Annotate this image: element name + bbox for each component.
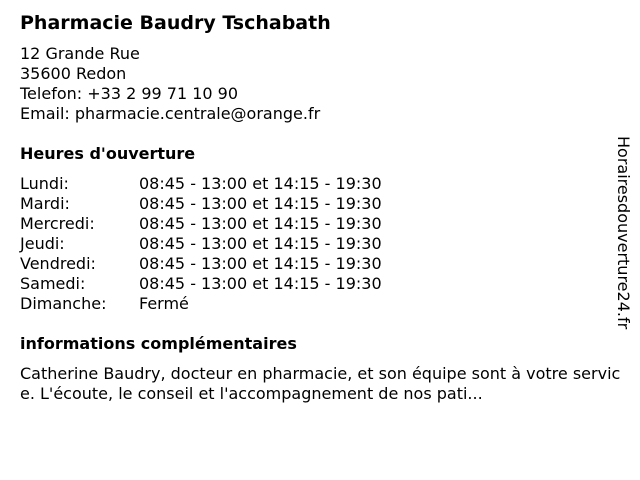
hours-value: 08:45 - 13:00 et 14:15 - 19:30 bbox=[139, 254, 382, 273]
hours-row-tuesday bbox=[20, 194, 632, 214]
email-line: Email: pharmacie.centrale@orange.fr bbox=[20, 104, 321, 123]
day-label: Dimanche: bbox=[20, 294, 107, 313]
hours-value: 08:45 - 13:00 et 14:15 - 19:30 bbox=[139, 234, 382, 253]
hours-row-saturday bbox=[20, 274, 632, 294]
street-address: 12 Grande Rue bbox=[20, 44, 140, 63]
hours-heading: Heures d'ouverture bbox=[20, 144, 196, 163]
phone-line: Telefon: +33 2 99 71 10 90 bbox=[20, 84, 239, 103]
day-label: Mercredi: bbox=[20, 214, 95, 233]
info-description: Catherine Baudry, docteur en pharmacie, et son équipe sont à votre service. L'écoute, le conseil et l'accompagnement de nos pati... bbox=[20, 364, 621, 403]
day-label: Lundi: bbox=[20, 174, 69, 193]
hours-row-monday bbox=[20, 174, 632, 194]
hours-value: 08:45 - 13:00 et 14:15 - 19:30 bbox=[139, 274, 382, 293]
hours-table bbox=[20, 174, 632, 314]
day-label: Samedi: bbox=[20, 274, 86, 293]
pharmacy-name: Pharmacie Baudry Tschabath bbox=[20, 12, 331, 34]
day-label: Vendredi: bbox=[20, 254, 96, 273]
hours-value: 08:45 - 13:00 et 14:15 - 19:30 bbox=[139, 194, 382, 213]
address-block bbox=[20, 44, 632, 124]
info-heading: informations complémentaires bbox=[20, 334, 297, 353]
site-watermark: Horairesdouverture24.fr bbox=[614, 136, 633, 330]
hours-value: 08:45 - 13:00 et 14:15 - 19:30 bbox=[139, 214, 382, 233]
pharmacy-card bbox=[20, 10, 632, 404]
hours-row-wednesday bbox=[20, 214, 632, 234]
hours-value: 08:45 - 13:00 et 14:15 - 19:30 bbox=[139, 174, 382, 193]
hours-row-friday bbox=[20, 254, 632, 274]
day-label: Mardi: bbox=[20, 194, 70, 213]
hours-row-thursday bbox=[20, 234, 632, 254]
city-postal: 35600 Redon bbox=[20, 64, 127, 83]
hours-row-sunday bbox=[20, 294, 632, 314]
hours-value: Fermé bbox=[139, 294, 189, 313]
day-label: Jeudi: bbox=[20, 234, 65, 253]
